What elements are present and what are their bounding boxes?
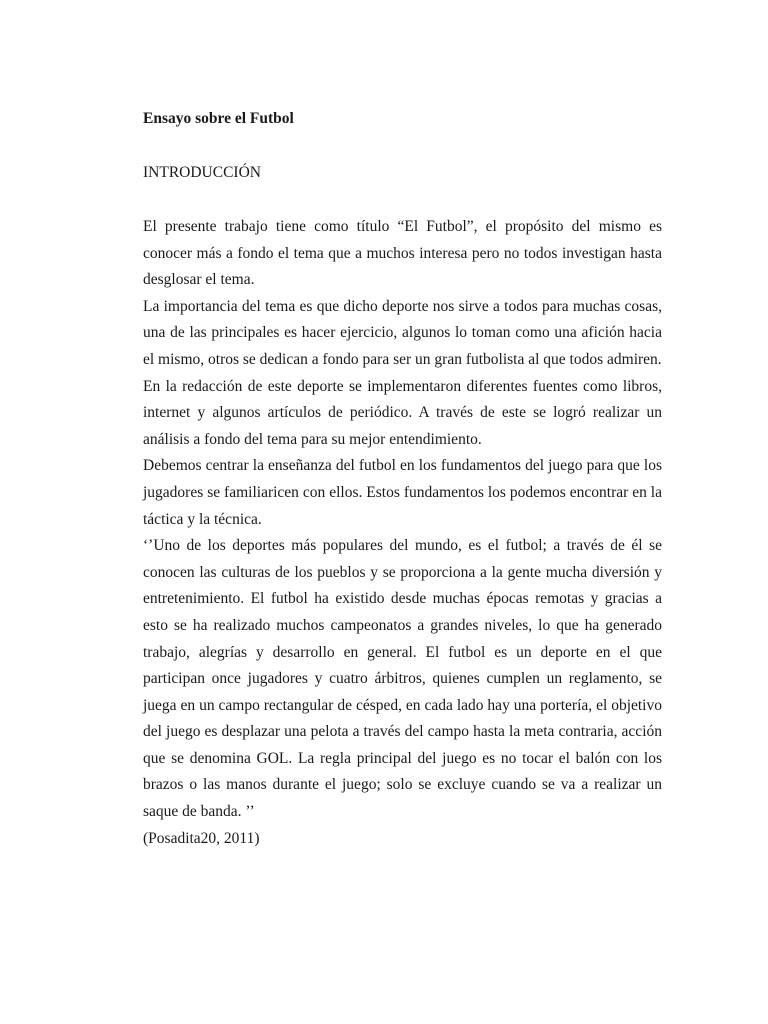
document-title: Ensayo sobre el Futbol: [143, 110, 294, 127]
section-heading: INTRODUCCIÓN: [143, 164, 261, 181]
paragraph-sources: En la redacción de este deporte se implementaron diferentes fuentes como libros, internet y algunos artículos de periódico. A través de este se logró realizar un análisis a fondo del tema para su mejor entendimiento.: [143, 377, 662, 448]
paragraph-quote: ‘’Uno de los deportes más populares del mundo, es el futbol; a través de él se conocen las culturas de los pueblos y se proporciona a la gente mucha diversión y entretenimiento. El futbol ha existido desde muchas épocas remotas y gracias a esto se ha realizado muchos campeonatos a grandes niveles, lo que ha generado trabajo, alegrías y desarrollo en general. El futbol es un deporte en el que participan once jugadores y cuatro árbitros, quienes cumplen un reglamento, se juega en un campo rectangular de césped, en cada lado hay una portería, el objetivo del juego es desplazar una pelota a través del campo hasta la meta contraria, acción que se denomina GOL. La regla principal del juego es no tocar el balón con los brazos o las manos durante el juego; solo se excluye cuando se va a realizar un saque de banda. ’’: [143, 537, 662, 821]
paragraph-importance: La importancia del tema es que dicho deporte nos sirve a todos para muchas cosas, una de las principales es hacer ejercicio, algunos lo toman como una afición hacia el mismo, otros se dedican a fondo para ser un gran futbolista al que todos admiren.: [143, 297, 662, 368]
citation: (Posadita20, 2011): [143, 829, 260, 847]
paragraph-fundamentals: Debemos centrar la enseñanza del futbol en los fundamentos del juego para que los jugadores se familiaricen con ellos. Estos fundamentos los podemos encontrar en la táctica y la técnica.: [143, 457, 662, 528]
paragraph-purpose: El presente trabajo tiene como título “El Futbol”, el propósito del mismo es conocer más a fondo el tema que a muchos interesa pero no todos investigan hasta desglosar el tema.: [143, 218, 662, 289]
document-body: [143, 214, 662, 852]
